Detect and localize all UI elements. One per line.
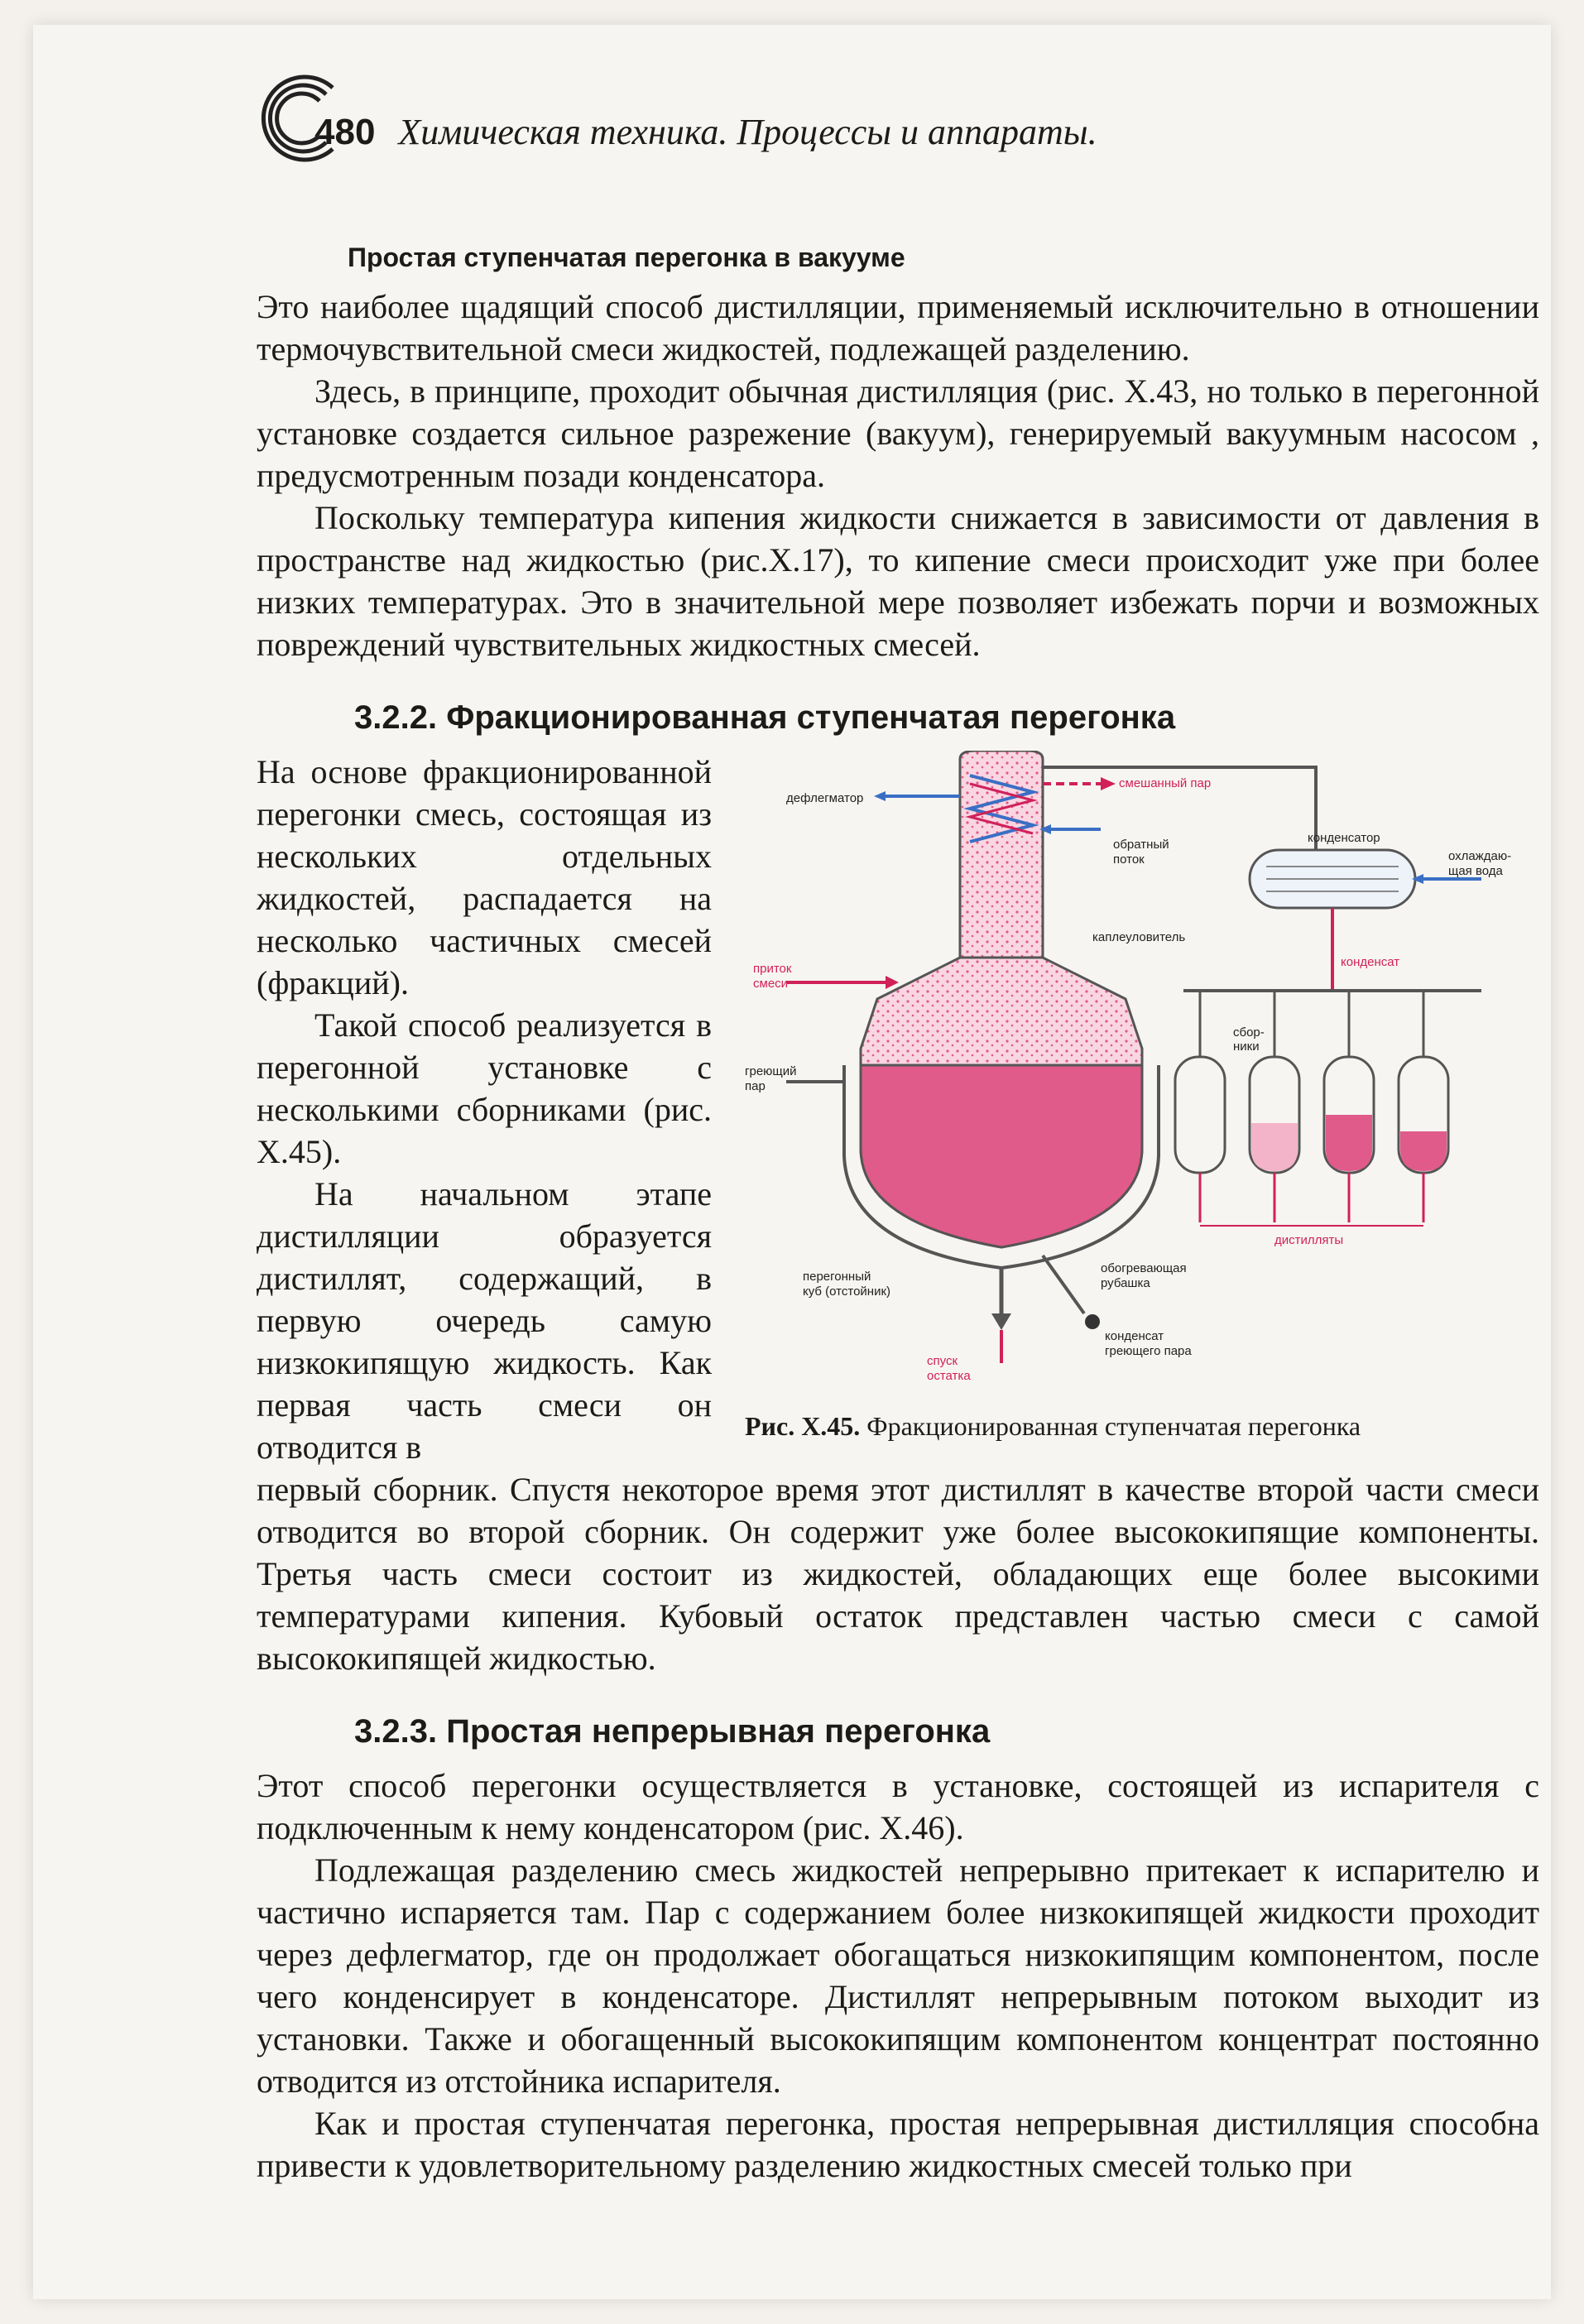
page-content	[257, 58, 1539, 2187]
label-condenser: конденсатор	[1308, 831, 1380, 845]
paragraph: Этот способ перегонки осуществляется в установке, состоящей из испарителя с подключенным к нему конденсатором (рис. X.46).	[257, 1767, 1539, 1846]
paragraph: На начальном этапе дистилляции образуется дистиллят, содержащий, в первую очередь самую низкокипящую жидкость. Как первая часть смеси он отводится в	[257, 1175, 712, 1466]
label-mixed-vapor: смешанный пар	[1119, 776, 1212, 790]
label-reflux-1: обратный	[1113, 838, 1169, 852]
section-heading-3-2-2: 3.2.2. Фракционированная ступенчатая перегонка	[354, 699, 1176, 736]
page-number: 480	[314, 112, 376, 152]
paragraph: Как и простая ступенчатая перегонка, простая непрерывная дистилляция способна привести к удовлетворительному разделению жидкостных смесей только при	[257, 2105, 1539, 2184]
paragraph: Подлежащая разделению смесь жидкостей непрерывно притекает к испарителю и частично испаряется там. Пар с содержанием более низкокипящей жидкости проходит через дефлегматор, где он продолжает обогащаться низкокипящим компонентом, после чего конденсирует в конденсаторе. Дистиллят непрерывным потоком выходит из установки. Также и обогащенный высококипящим компонентом концентрат постоянно отводится из отстойника испарителя.	[257, 1851, 1539, 2100]
running-title: Химическая техника. Процессы и аппараты.	[398, 112, 1097, 152]
label-jacket-1: обогревающая	[1101, 1261, 1187, 1275]
text-with-figure	[257, 751, 1539, 1468]
paragraph: Поскольку температура кипения жидкости снижается в зависимости от давления в пространстве над жидкостью (рис.X.17), то кипение смеси происходит уже при более низких температурах. Это в значительной мере позволяет избежать порчи и возможных повреждений чувствительных жидкостных смесей.	[257, 499, 1539, 663]
label-receivers-1: сбор-	[1233, 1025, 1265, 1040]
figure-caption-text: Фракционированная ступенчатая перегонка	[866, 1411, 1361, 1441]
left-text-column	[257, 751, 712, 1468]
label-steam-condensate-2: греющего пара	[1105, 1344, 1192, 1358]
publisher-logo-icon	[257, 73, 348, 164]
figure-x45	[737, 751, 1539, 1443]
label-condensate: конденсат	[1341, 955, 1400, 969]
label-distillates: дистилляты	[1274, 1233, 1344, 1247]
label-heating-steam-1: греющий	[745, 1064, 797, 1078]
label-dephlegmator: дефлегматор	[786, 791, 864, 805]
label-still-1: перегонный	[803, 1270, 871, 1284]
label-jacket-2: рубашка	[1101, 1276, 1150, 1290]
still-kettle	[786, 958, 1159, 1363]
receivers	[1175, 991, 1481, 1226]
label-cooling-water-1: охлаждаю-	[1448, 849, 1512, 863]
label-drop-catcher: каплеуловитель	[1092, 930, 1186, 944]
paragraph: первый сборник. Спустя некоторое время этот дистиллят в качестве второй части смеси отводится во второй сборник. Он содержит уже более высококипящие компоненты. Третья часть смеси состоит из жидкостей, обладающих еще более высокими температурами кипения. Кубовый остаток представлен частью смеси с самой высококипящей жидкостью.	[257, 1471, 1539, 1677]
label-steam-condensate-1: конденсат	[1105, 1329, 1164, 1343]
figure-caption	[745, 1409, 1539, 1443]
label-still-2: куб (отстойник)	[803, 1284, 891, 1299]
paragraph: На основе фракционированной перегонки смесь, состоящая из нескольких отдельных жидкостей, распадается на несколько частичных смесей (фракций).	[257, 753, 712, 1001]
label-receivers-2: ники	[1233, 1040, 1260, 1054]
label-cooling-water-2: щая вода	[1448, 864, 1503, 878]
paragraph: Здесь, в принципе, проходит обычная дистилляция (рис. X.43, но только в перегонной установке создается сильное разрежение (вакуум), генерируемый вакуумным насосом , предусмотренным позади конденсатора.	[257, 372, 1539, 494]
figure-caption-label: Рис. X.45.	[745, 1411, 861, 1441]
column-dephlegmator	[874, 751, 1101, 958]
label-reflux-2: поток	[1113, 852, 1145, 867]
label-drain-1: спуск	[927, 1354, 958, 1368]
condenser-icon	[1250, 850, 1481, 991]
label-feed-2: смеси	[753, 977, 789, 991]
paragraph: Это наиболее щадящий способ дистилляции, применяемый исключительно в отношении термочувствительной смеси жидкостей, подлежащей разделению.	[257, 288, 1539, 367]
running-header	[257, 58, 1539, 157]
subsection-heading-vacuum: Простая ступенчатая перегонка в вакууме	[348, 242, 905, 272]
label-heating-steam-2: пар	[745, 1079, 766, 1093]
label-drain-2: остатка	[927, 1369, 971, 1383]
label-feed-1: приток	[753, 962, 792, 976]
fractional-distillation-diagram	[737, 751, 1531, 1404]
section-heading-3-2-3: 3.2.3. Простая непрерывная перегонка	[354, 1713, 991, 1750]
paragraph: Такой способ реализуется в перегонной установке с несколькими сборниками (рис. X.45).	[257, 1006, 712, 1170]
